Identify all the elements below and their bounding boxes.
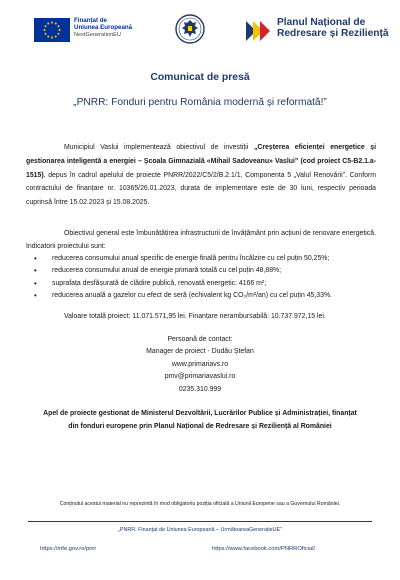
funding-statement <box>0 408 400 434</box>
intro-paragraph <box>26 141 376 210</box>
header-logos <box>0 14 400 48</box>
page-subtitle: „PNRR: Fonduri pentru România modernă și reformată!” <box>73 97 327 108</box>
pnrr-arrows-icon <box>246 18 274 44</box>
pnrr-website-link[interactable]: https://mfe.gov.ro/pnrr <box>40 546 97 552</box>
intro-text-1: Municipiul Vaslui implementează obiectivul de investiții <box>64 144 254 151</box>
list-item: • reducerea consumului anual de energie primară totală cu cel puțin 48,88%; <box>26 265 376 277</box>
eu-line2: Uniunea Europeană <box>74 24 133 32</box>
eu-flag-icon <box>34 18 70 42</box>
list-item: • suprafața desfășurată de clădire publică, renovată energetic: 4166 m²; <box>26 278 376 290</box>
objective-paragraph: Obiectivul general este îmbunătățirea infrastructurii de învățământ prin acțiuni de renovare energetică. Indicatorii proiectului sunt: <box>26 230 376 250</box>
funding-line2: din fonduri europene prin Planul Național de Redresare și Reziliență al României <box>68 422 332 430</box>
intro-text-3: , depus în cadrul apelului de proiecte PNRR/2022/C5/2/B.2.1/1, Componenta 5 „Valul Renovării”. Conform contractului de finanțare nr. 10365/26.01.2023, durata de implementare este de 30 luni, respectiv perioada cuprinsă între 15.02.2023 și 15.08.2025. <box>26 171 376 207</box>
eu-line1: Finanțat de <box>74 17 108 24</box>
funding-line1: Apel de proiecte gestionat de Ministerul Dezvoltării, Lucrărilor Publice și Administrației, finanțat <box>43 410 357 417</box>
footer-tagline: „PNRR. Finanțat de Uniunea Europeană – UrmătoareaGenerațieUE” <box>118 527 282 533</box>
eu-line3: NextGenerationEU <box>74 31 121 38</box>
project-values: Valoare totală proiect: 11.071.571,95 lei. Finanțare nerambursabilă: 10.737.972,15 lei. <box>64 313 326 320</box>
pnrr-line2: Redresare și Reziliență <box>277 28 389 40</box>
contact-website-link[interactable]: www.primariavs.ro <box>171 360 229 368</box>
list-item: • reducerea anuală a gazelor cu efect de seră (echivalent kg CO₂/m²/an) cu cel puțin 45,33%. <box>26 290 376 302</box>
contact-block <box>0 334 400 396</box>
list-item: • reducerea consumului anual specific de energie finală pentru încălzire cu cel puțin 50,25%; <box>26 253 376 265</box>
contact-name: Manager de proiect - Dudău Ștefan <box>146 348 254 356</box>
romanian-government-emblem-icon <box>175 14 205 44</box>
footer-divider <box>28 521 372 522</box>
contact-phone: 0235.310.999 <box>178 385 222 393</box>
pnrr-line1: Planul Național de <box>277 17 366 28</box>
intro-project-name: „Creșterea eficienței energetice și gestionarea inteligentă a energiei – Școala Gimnazială «Mihail Sadoveanu» Vaslui” (cod proiect C5-B2.1.a-1515) <box>26 144 376 179</box>
contact-email-link[interactable]: pmv@primariavaslui.ro <box>164 373 236 381</box>
eu-funding-text <box>74 17 132 39</box>
pnrr-title-text <box>277 17 389 40</box>
facebook-link[interactable]: https://www.facebook.com/PNRROficial/ <box>212 546 316 552</box>
contact-heading: Persoană de contact: <box>167 336 233 343</box>
page-title: Comunicat de presă <box>150 72 250 83</box>
indicator-list <box>26 253 376 303</box>
disclaimer: Conținutul acestui material nu reprezintă în mod obligatoriu poziția oficială a Uniunii Europene sau a Guvernului României. <box>59 501 341 507</box>
